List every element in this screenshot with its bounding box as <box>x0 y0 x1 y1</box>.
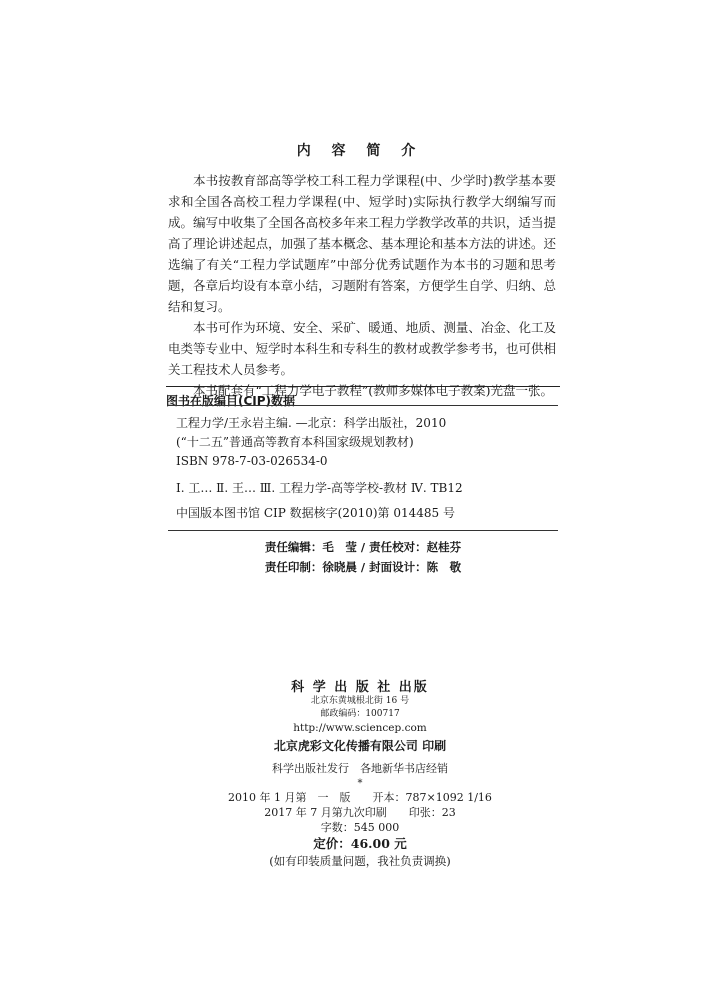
distributor: 科学出版社发行 各地新华书店经销 <box>272 762 448 775</box>
summary-paragraph: 本书按教育部高等学校工科工程力学课程(中、少学时)教学基本要求和全国各高校工程力学课程(中、短学时)实际执行教学大纲编写而成。编写中收集了全国各高校多年来工程力学教学改革的共识，适当提高了理论讲述起点，加强了基本概念、基本理论和基本方法的讲述。还选编了有关“工程力学试题库”中部分优秀试题作为本书的习题和思考题，各章后均设有本章小结，习题附有答案，方便学生自学、归纳、总结和复习。 <box>168 173 556 314</box>
postcode: 邮政编码：100717 <box>320 709 400 719</box>
summary-paragraph: 本书可作为环境、安全、采矿、暖通、地质、测量、冶金、化工及电类等专业中、短学时本科生和专科生的教材或教学参考书，也可供相关工程技术人员参考。 <box>168 320 556 377</box>
cip-divider <box>168 405 558 406</box>
imprint <box>0 676 720 870</box>
summary-body <box>168 170 556 401</box>
print-row: 2017 年 7 月第九次印刷 印张：23 <box>264 806 456 819</box>
production-credits: 责任印制：徐晓晨 / 封面设计：陈 敬 <box>264 560 462 574</box>
quality-notice: (如有印装质量问题，我社负责调换) <box>269 854 451 868</box>
word-count: 字数：545 000 <box>320 821 400 834</box>
editor-credits: 责任编辑：毛 莹 / 责任校对：赵桂芬 <box>264 540 462 554</box>
cip-classification: Ⅰ. 工… Ⅱ. 王… Ⅲ. 工程力学-高等学校-教材 Ⅳ. TB12 <box>176 481 463 495</box>
cip-data <box>176 414 556 523</box>
publisher-url: http://www.sciencep.com <box>293 722 427 734</box>
printer: 北京虎彩文化传播有限公司 印刷 <box>273 739 447 753</box>
edition-row: 2010 年 1 月第 一 版 开本：787×1092 1/16 <box>228 791 492 804</box>
publisher: 科 学 出 版 社 出版 <box>291 680 429 695</box>
cip-number: 中国版本图书馆 CIP 数据核字(2010)第 014485 号 <box>176 506 455 520</box>
cip-isbn: ISBN 978-7-03-026534-0 <box>176 454 328 468</box>
price: 定价：46.00 元 <box>313 836 407 851</box>
cip-series-line: (“十二五”普通高等教育本科国家级规划教材) <box>176 435 414 449</box>
publisher-address: 北京东黄城根北街 16 号 <box>310 696 410 706</box>
summary-paragraph: 本书配套有“工程力学电子教程”(教师多媒体电子教案)光盘一张。 <box>193 383 554 398</box>
summary-title: 内 容 简 介 <box>296 143 424 159</box>
separator-star: * <box>357 778 363 789</box>
cip-title-line: 工程力学/王永岩主编. —北京：科学出版社，2010 <box>176 416 447 430</box>
cip-header: 图书在版编目(CIP)数据 <box>166 386 560 409</box>
credits <box>168 530 558 577</box>
